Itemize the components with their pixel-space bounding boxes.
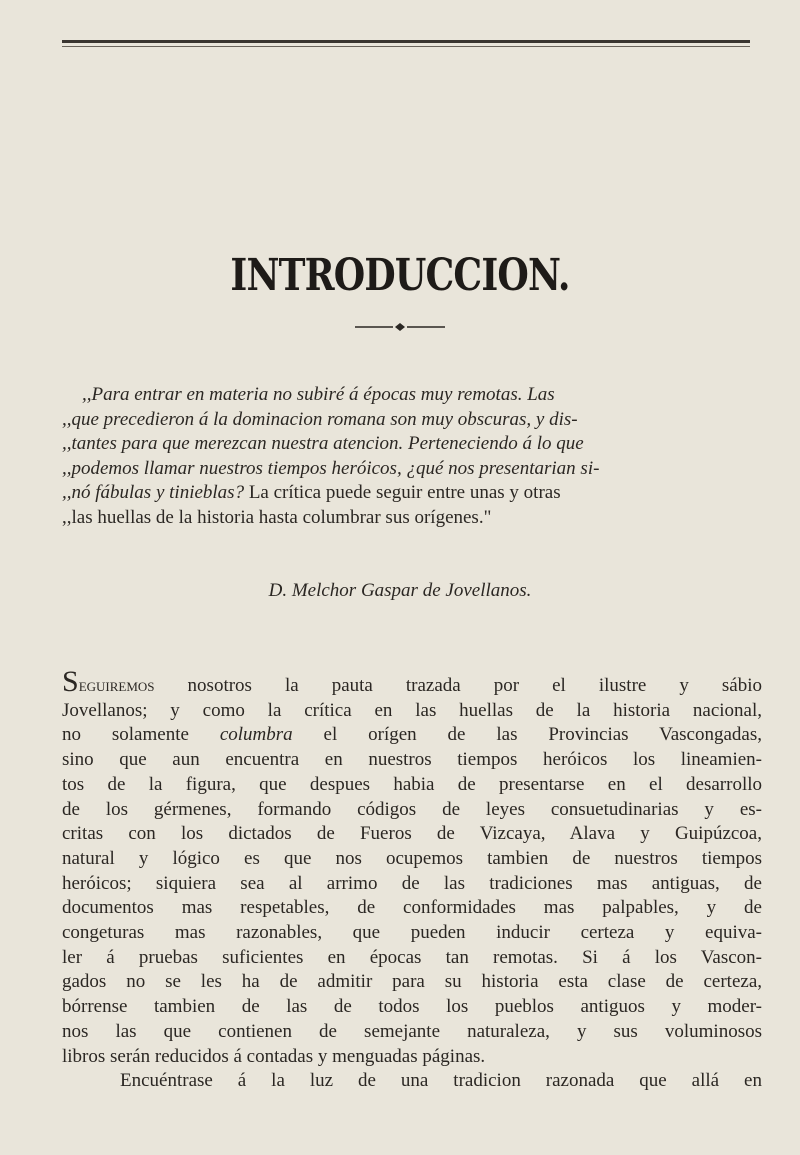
epigraph-quote — [62, 383, 762, 531]
body-line: Encuéntrase á la luz de una tradicion razonada que allá en — [120, 1070, 762, 1092]
body-line: ler á pruebas suficientes en épocas tan remotas. Si á los Vascon- — [62, 946, 762, 968]
body-line — [62, 723, 762, 748]
body-line: heróicos; siquiera sea al arrimo de las tradiciones mas antiguas, de — [62, 872, 762, 894]
smallcaps-word: eguiremos — [78, 675, 155, 696]
body-line: gados no se les ha de admitir para su historia esta clase de certeza, — [62, 971, 762, 993]
epigraph-line: ,,podemos llamar nuestros tiempos heróicos, ¿qué nos presentarian si- — [62, 457, 600, 479]
ornament-divider-icon — [355, 320, 445, 334]
body-text-span: nosotros la pauta trazada por el ilustre y sábio — [154, 675, 762, 696]
epigraph-line: ,,Para entrar en materia no subiré á épocas muy remotas. Las — [82, 384, 555, 405]
body-line: libros serán reducidos á contadas y menguadas páginas. — [62, 1045, 486, 1067]
chapter-title: INTRODUCCION. — [230, 250, 570, 301]
epigraph-line-roman: La crítica puede seguir entre unas y otras — [244, 482, 561, 504]
body-line: documentos mas respetables, de conformidades mas palpables, y de — [62, 897, 762, 919]
body-line: nos las que contienen de semejante naturaleza, y sus voluminosos — [62, 1020, 762, 1042]
body-line: bórrense tambien de las de todos los pueblos antiguos y moder- — [62, 996, 762, 1018]
body-line: natural y lógico es que nos ocupemos tambien de nuestros tiempos — [62, 847, 762, 869]
body-text-span: no solamente — [62, 724, 220, 746]
drop-cap: S — [62, 665, 79, 698]
body-paragraph — [62, 665, 763, 1094]
body-text-span: el orígen de las Provincias Vascongadas, — [292, 724, 763, 746]
epigraph-line-italic: ,,nó fábulas y tinieblas? — [62, 482, 245, 504]
top-rule-thin — [62, 46, 750, 47]
top-rule — [62, 40, 750, 43]
body-line: sino que aun encuentra en nuestros tiempos heróicos los lineamien- — [62, 749, 762, 771]
body-line: de los gérmenes, formando códigos de leyes consuetudinarias y es- — [62, 798, 762, 820]
epigraph-attribution: D. Melchor Gaspar de Jovellanos. — [268, 580, 532, 601]
body-line: critas con los dictados de Fueros de Vizcaya, Alava y Guipúzcoa, — [62, 823, 762, 845]
epigraph-line: ,,tantes para que merezcan nuestra atencion. Perteneciendo á lo que — [62, 433, 584, 455]
body-line: tos de la figura, que despues habia de presentarse en el desarrollo — [62, 773, 762, 795]
epigraph-line: ,,las huellas de la historia hasta columbrar sus orígenes." — [62, 506, 492, 528]
epigraph-line — [62, 481, 762, 506]
body-line: Jovellanos; y como la crítica en las huellas de la historia nacional, — [62, 699, 762, 721]
body-line — [62, 665, 762, 699]
body-line: congeturas mas razonables, que pueden inducir certeza y equiva- — [62, 922, 762, 944]
italic-word: columbra — [219, 724, 293, 746]
epigraph-line: ,,que precedieron á la dominacion romana son muy obscuras, y dis- — [62, 408, 578, 430]
